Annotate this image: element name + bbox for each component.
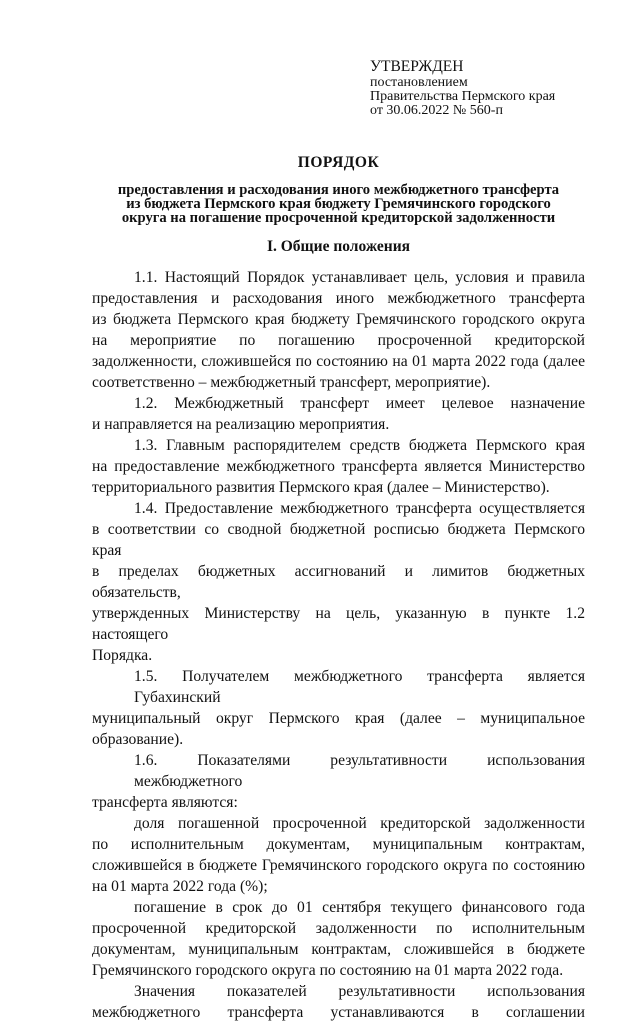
paragraph-line: 1.2. Межбюджетный трансферт имеет целевое назначение — [134, 395, 585, 412]
paragraph-line: 1.3. Главным распорядителем средств бюджета Пермского края — [134, 437, 585, 454]
paragraph — [92, 267, 585, 393]
approval-stamp — [370, 58, 585, 118]
paragraph-line: муниципальный округ Пермского края (далее – муниципальное — [92, 710, 585, 727]
paragraph — [92, 981, 585, 1023]
paragraph-line: предоставления и расходования иного межбюджетного трансферта — [92, 290, 585, 307]
paragraph — [92, 393, 585, 435]
approval-line: постановлением — [370, 75, 468, 90]
paragraph-line: погашение в срок до 01 сентября текущего финансового года — [134, 899, 585, 916]
paragraph-line: образование). — [92, 731, 184, 748]
paragraph-line: просроченной кредиторской задолженности по исполнительным — [92, 920, 585, 937]
paragraph-line: на мероприятие по погашению просроченной кредиторской — [92, 332, 585, 349]
paragraph-line: на 01 марта 2022 года (%); — [92, 878, 268, 895]
subtitle-line: округа на погашение просроченной кредиторской задолженности — [121, 210, 556, 226]
approval-line: Правительства Пермского края — [370, 89, 556, 104]
body-text — [92, 267, 585, 1023]
paragraph — [92, 498, 585, 666]
paragraph-line: доля погашенной просроченной кредиторской задолженности — [134, 815, 585, 832]
paragraph — [92, 813, 585, 897]
paragraph-line: на предоставление межбюджетного трансферта является Министерство — [92, 458, 585, 475]
paragraph-line: утвержденных Министерству на цель, указанную в пункте 1.2 настоящего — [92, 605, 585, 643]
subtitle-line: из бюджета Пермского края бюджету Гремячинского городского — [126, 196, 551, 212]
paragraph-line: Порядка. — [92, 647, 153, 664]
paragraph-line: 1.6. Показателями результативности использования межбюджетного — [134, 752, 585, 790]
paragraph — [92, 435, 585, 498]
approval-head: УТВЕРЖДЕН — [370, 58, 464, 75]
paragraph-line: из бюджета Пермского края бюджету Гремячинского городского округа — [92, 311, 585, 328]
paragraph-line: в пределах бюджетных ассигнований и лимитов бюджетных обязательств, — [92, 563, 585, 601]
paragraph-line: территориального развития Пермского края (далее – Министерство). — [92, 479, 550, 496]
paragraph-line: сложившейся в бюджете Гремячинского городского округа по состоянию — [92, 857, 585, 874]
document-title: ПОРЯДОК — [297, 154, 380, 171]
paragraph-line: Гремячинского городского округа по состоянию на 01 марта 2022 года. — [92, 962, 564, 979]
paragraph-line: 1.5. Получателем межбюджетного трансферта является Губахинский — [134, 668, 585, 706]
paragraph-line: трансферта являются: — [92, 794, 238, 811]
paragraph — [92, 897, 585, 981]
paragraph-line: в соответствии со сводной бюджетной росписью бюджета Пермского края — [92, 521, 585, 559]
approval-line: от 30.06.2022 № 560-п — [370, 103, 503, 118]
paragraph-line: 1.1. Настоящий Порядок устанавливает цель, условия и правила — [134, 269, 585, 286]
paragraph-line: Значения показателей результативности использования — [134, 983, 585, 1000]
paragraph — [92, 750, 585, 813]
paragraph-line: межбюджетного трансферта устанавливаются в соглашении — [92, 1004, 585, 1021]
paragraph-line: по исполнительным документам, муниципальным контрактам, — [92, 836, 585, 853]
paragraph-line: и направляется на реализацию мероприятия. — [92, 416, 390, 433]
paragraph — [92, 666, 585, 750]
document-subtitle — [92, 183, 585, 225]
subtitle-line: предоставления и расходования иного межбюджетного трансферта — [117, 182, 560, 198]
paragraph-line: задолженности, сложившейся по состоянию на 01 марта 2022 года (далее — [92, 353, 585, 370]
paragraph-line: 1.4. Предоставление межбюджетного трансферта осуществляется — [134, 500, 585, 517]
section-heading: I. Общие положения — [266, 238, 411, 255]
paragraph-line: документам, муниципальным контрактам, сложившейся в бюджете — [92, 941, 585, 958]
paragraph-line: соответственно – межбюджетный трансферт, мероприятие). — [92, 374, 491, 391]
